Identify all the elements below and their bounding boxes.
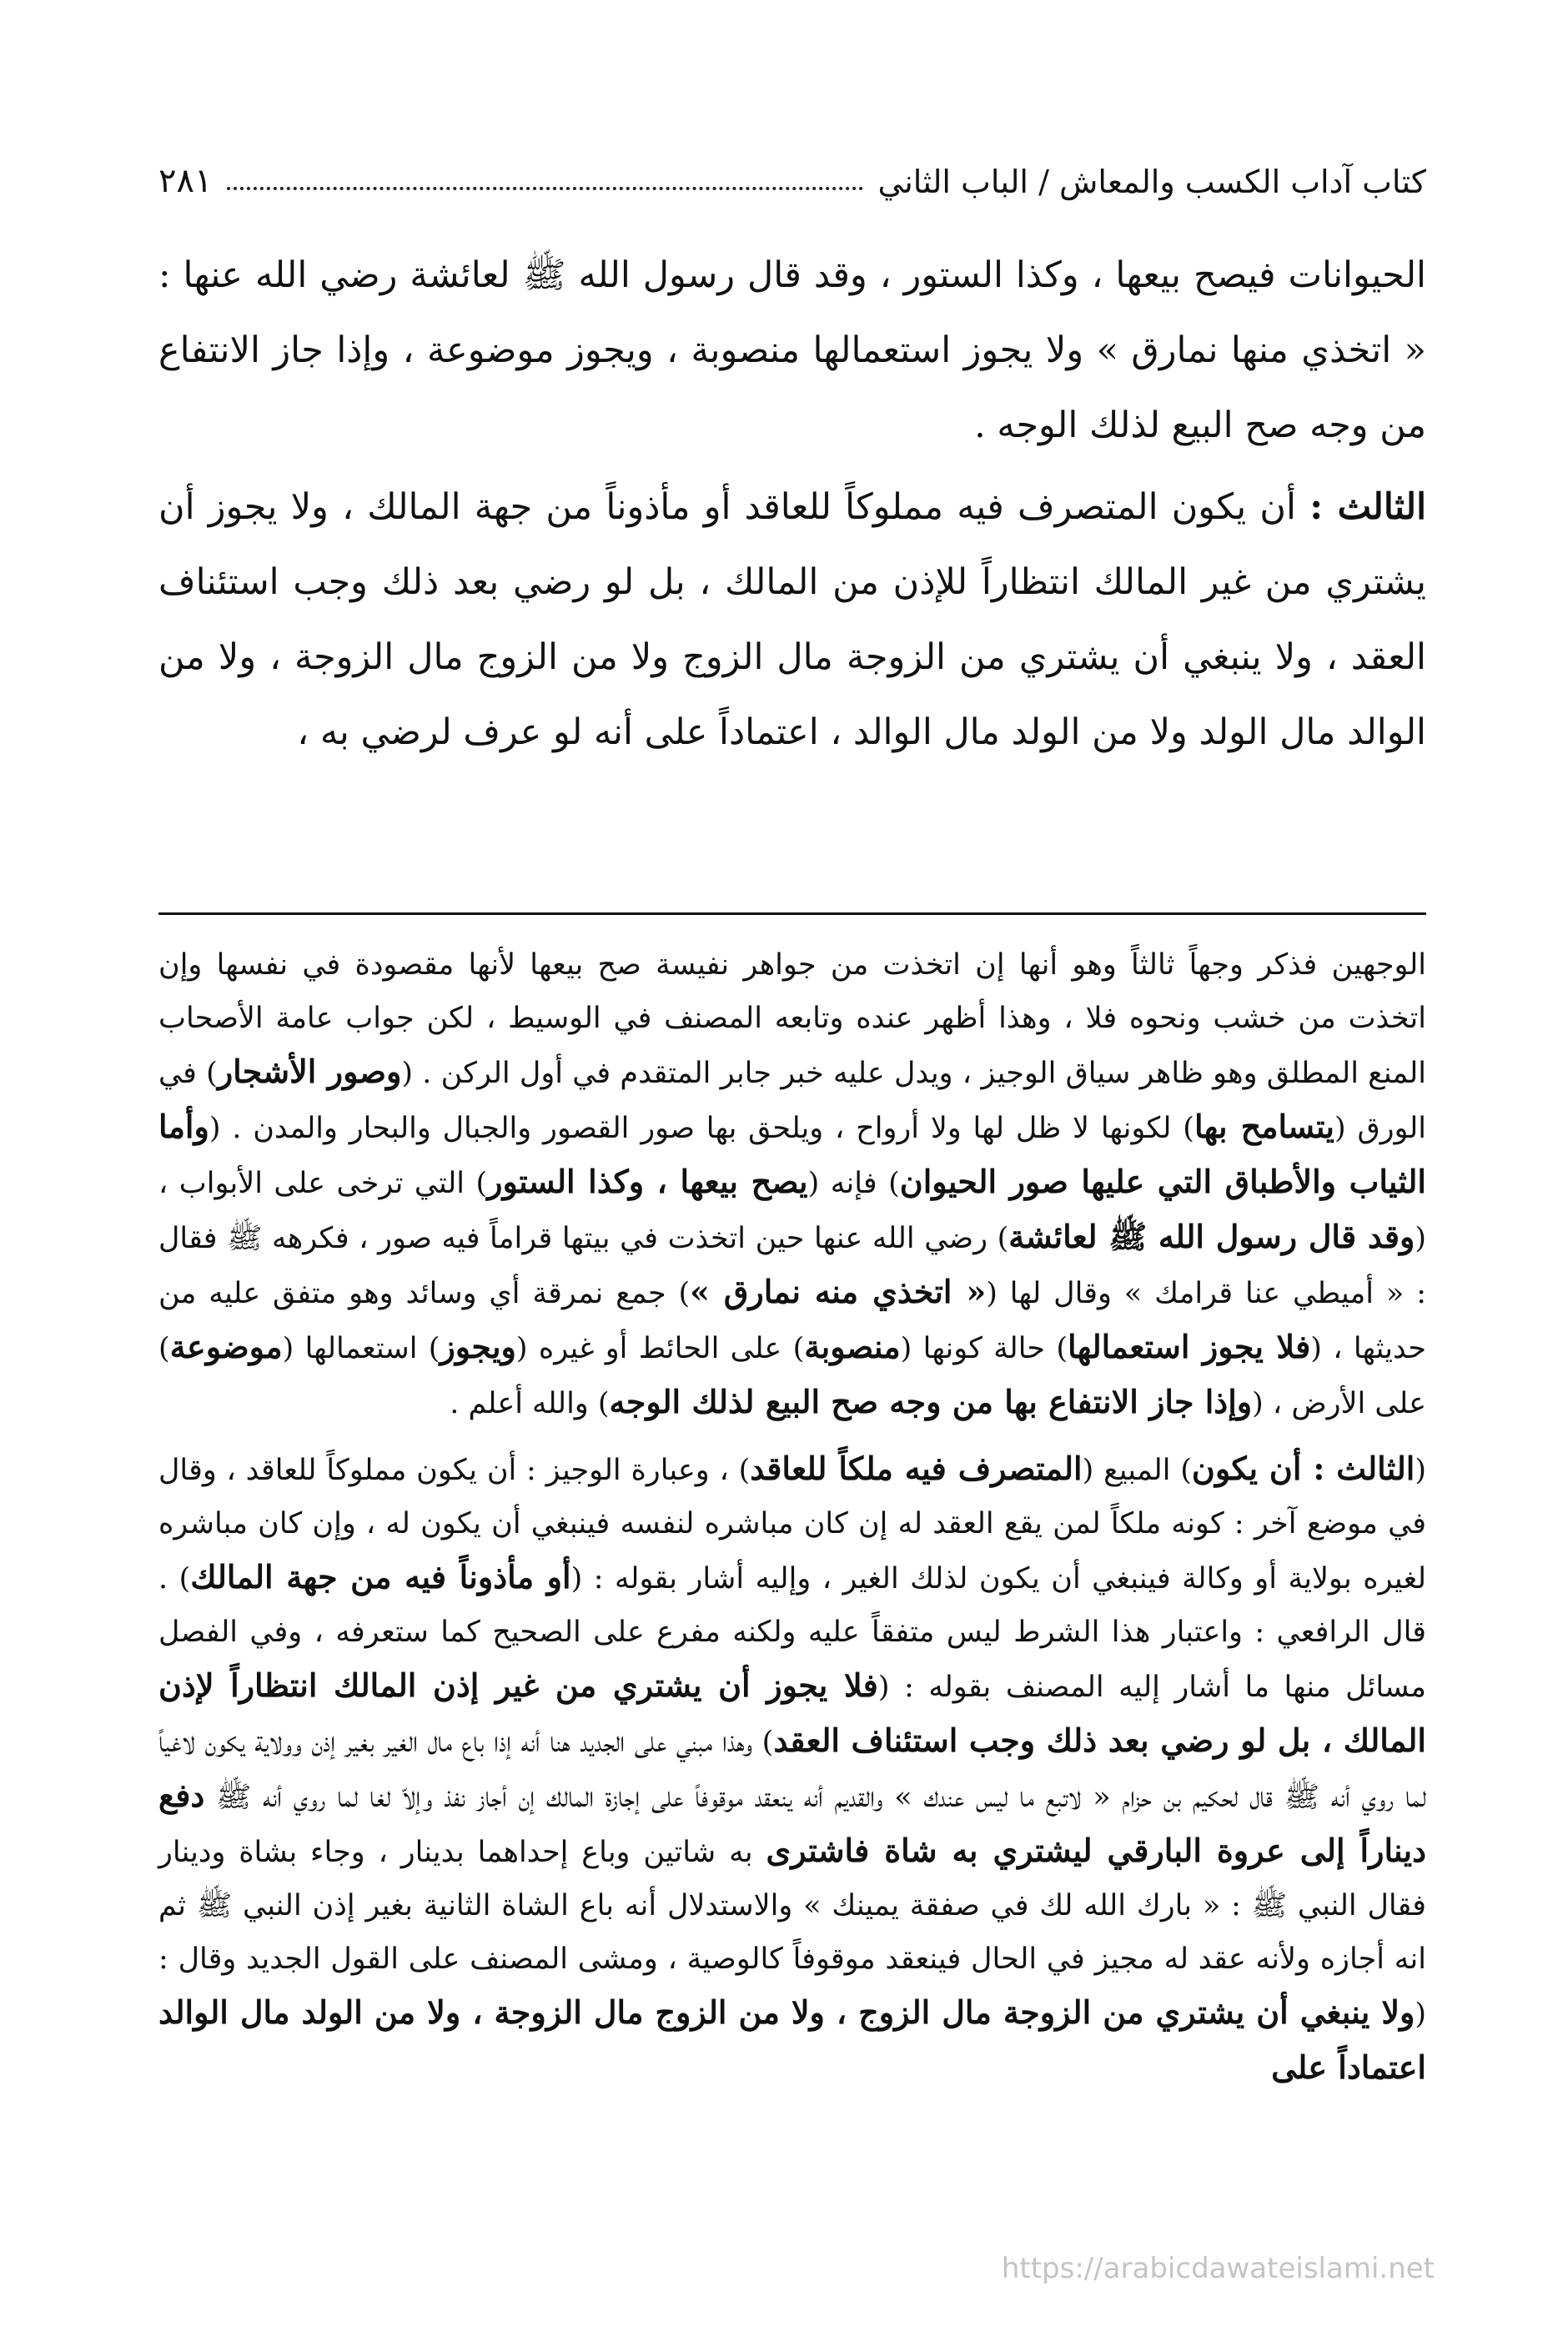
commentary-text: ) وهذا مبني على الجديد هنا أنه إذا باع مال الغير بغير إذن وولاية يكون لاغياً لما روي أنه ﷺ قال لحكيم بن حزام « لاتبع ما ليس عندك » والقديم أنه ينعقد موقوفاً على إجازة المالك إن أجاز نفذ وإلاّ لغا لما روي أنه ﷺ xyxy=(158,1726,1426,1814)
quoted-matn: يصح بيعها ، وكذا الستور xyxy=(487,1163,808,1200)
quoted-matn: منصوبة xyxy=(804,1328,901,1365)
quoted-matn: موضوعة xyxy=(169,1328,283,1365)
quoted-matn: ويجوز xyxy=(440,1328,516,1365)
footnote-separator xyxy=(158,912,1426,915)
quoted-matn: أو مأذوناً فيه من جهة المالك xyxy=(190,1558,571,1596)
page-number: ٢٨١ xyxy=(158,162,213,200)
quoted-matn: وإذا جاز الانتفاع بها من وجه صح البيع لذلك الوجه xyxy=(609,1383,1253,1420)
quoted-matn: وقد قال رسول الله ﷺ لعائشة xyxy=(1008,1218,1415,1255)
main-paragraph xyxy=(158,470,1426,770)
main-text xyxy=(158,238,1426,776)
section-lead: الثالث : xyxy=(1309,486,1427,528)
quoted-matn: « اتخذي منه نمارق » xyxy=(690,1273,987,1310)
watermark-url: https://arabicdawateislami.net xyxy=(1001,2252,1435,2285)
commentary-text: ) استعمالها ( xyxy=(282,1332,440,1365)
commentary-text: ) ، وعبارة الوجيز : أن يكون مملوكاً للعاقد ، وقال في موضع آخر : كونه ملكاً لمن يقع العقد له إن كان مباشره لنفسه فينبغي أن يكون له ، وإن كان مباشره لغيره بولاية أو وكالة فينبغي أن يكون لذلك الغير ، وإليه أشار بقوله : ( xyxy=(158,1454,1426,1596)
commentary-text: ( xyxy=(1415,1454,1426,1487)
quoted-matn: فلا يجوز استعمالها xyxy=(1068,1328,1311,1365)
quoted-matn: الثالث : أن يكون xyxy=(1191,1450,1415,1487)
commentary-text: ) على الحائط أو غيره ( xyxy=(515,1332,805,1365)
quoted-matn: وأما الثياب والأطباق التي عليها صور الحيوان xyxy=(158,1108,1426,1200)
quoted-matn: ولا ينبغي أن يشتري من الزوجة مال الزوج ، ولا من الزوج مال الزوجة ، ولا من الولد مال الوالد اعتماداً على xyxy=(158,1993,1426,2086)
commentary-text: به شاتين وباع إحداهما بدينار ، وجاء بشاة ودينار فقال النبي ﷺ : « بارك الله لك في صفقة يمينك » والاستدلال أنه باع الشاة الثانية بغير إذن النبي ﷺ ثم انه أجازه ولأنه عقد له مجيز في الحال فينعقد موقوفاً كالوصية ، ومشى المصنف على القول الجديد وقال : ( xyxy=(158,1836,1426,2031)
running-header xyxy=(158,142,1426,200)
commentary-text: ) والله أعلم . xyxy=(450,1387,610,1420)
commentary-text: ) حالة كونها ( xyxy=(900,1332,1068,1365)
commentary-paragraph xyxy=(158,938,1426,1430)
main-paragraph: الحيوانات فيصح بيعها ، وكذا الستور ، وقد قال رسول الله ﷺ لعائشة رضي الله عنها : « اتخذي منها نمارق » ولا يجوز استعمالها منصوبة ، ويجوز موضوعة ، وإذا جاز الانتفاع من وجه صح البيع لذلك الوجه . xyxy=(158,254,1426,446)
commentary-text: الوجهين فذكر وجهاً ثالثاً وهو أنها إن اتخذت من جواهر نفيسة صح بيعها لأنها مقصودة في نفسها وإن اتخذت من خشب ونحوه فلا ، وهذا أظهر عنده وتابعه المصنف في الوسيط ، لكن جواب عامة الأصحاب المنع المطلق وهو ظاهر سياق الوجيز ، ويدل عليه خبر جابر المتقدم في أول الركن . ( xyxy=(158,948,1426,1090)
quoted-matn: وصور الأشجار xyxy=(217,1053,402,1090)
commentary-text: ) جمع نمرقة أي وسائد وهو متفق عليه من حديثها ، ( xyxy=(158,1277,1426,1365)
commentary xyxy=(158,938,1426,2108)
quoted-matn: فلا يجوز أن يشتري من غير إذن المالك انتظاراً لإذن المالك ، بل لو رضي بعد ذلك وجب استئناف العقد xyxy=(158,1666,1426,1759)
header-dot-leader xyxy=(227,187,862,190)
quoted-matn: المتصرف فيه ملكاً للعاقد xyxy=(750,1450,1083,1487)
quoted-matn: دفع ديناراً إلى عروة البارقي ليشتري به شاة فاشترى xyxy=(158,1777,1426,1869)
quoted-matn: يتسامح بها xyxy=(1194,1108,1334,1145)
commentary-text: ) فإنه ( xyxy=(807,1167,900,1200)
commentary-text: ) . قال الرافعي : واعتبار هذا الشرط ليس متفقاً عليه ولكنه مفرع على الصحيح كما ستعرفه ، وفي الفصل مسائل منها ما أشار إليه المصنف بقوله : ( xyxy=(158,1562,1427,1704)
main-paragraph-text: أن يكون المتصرف فيه مملوكاً للعاقد أو مأذوناً من جهة المالك ، ولا يجوز أن يشتري من غير المالك انتظاراً للإذن من المالك ، بل لو رضي بعد ذلك وجب استئناف العقد ، ولا ينبغي أن يشتري من الزوجة مال الزوج ولا من الزوج مال الزوجة ، ولا من الوالد مال الولد ولا من الولد مال الوالد ، اعتماداً على أنه لو عرف لرضي به ، xyxy=(158,486,1426,753)
book-page xyxy=(158,125,1426,2294)
commentary-text: ) لكونها لا ظل لها ولا أرواح ، ويلحق بها صور القصور والجبال والبحار والمدن . ( xyxy=(209,1112,1194,1145)
commentary-text: ) رضي الله عنها حين اتخذت في بيتها قراماً فيه صور ، فكرهه ﷺ فقال : « أميطي عنا قرامك » وقال لها ( xyxy=(158,1222,1426,1310)
commentary-text: ) المبيع ( xyxy=(1082,1454,1192,1487)
book-title: كتاب آداب الكسب والمعاش / الباب الثاني xyxy=(877,163,1426,200)
commentary-paragraph xyxy=(158,1442,1426,2096)
commentary-text: ) على الأرض ، ( xyxy=(158,1332,1426,1420)
commentary-text: ) في الورق ( xyxy=(158,1057,1427,1145)
commentary-text: ) التي ترخى على الأبواب ، ( xyxy=(158,1167,1426,1255)
